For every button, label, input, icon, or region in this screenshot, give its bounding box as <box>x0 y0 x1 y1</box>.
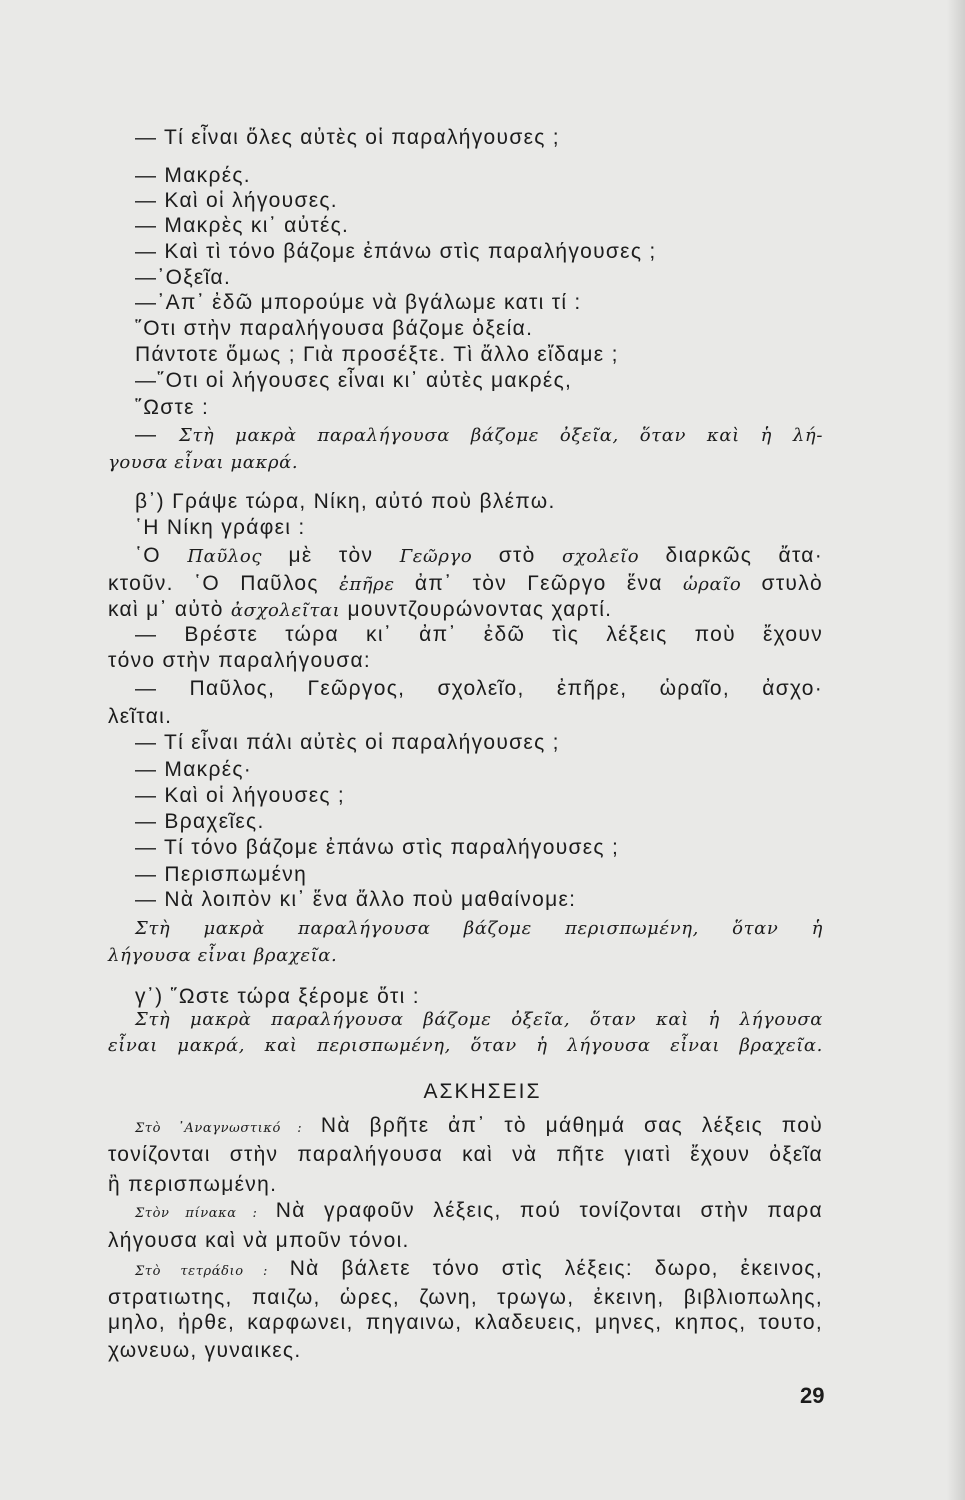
text-line <box>135 515 306 541</box>
text-line <box>135 1256 823 1285</box>
text-segment: — Τί τόνο βάζομε ἐπάνω στὶς παραλήγουσες ; <box>135 836 620 859</box>
text-segment: — Βραχεῖες. <box>135 810 265 833</box>
page-number: 29 <box>800 1383 825 1408</box>
text-segment: — Νὰ λοιπὸν κι᾽ ἕνα ἄλλο ποὺ μαθαίνομε: <box>135 888 577 911</box>
text-line <box>108 449 298 476</box>
text-segment: — Τί εἶναι ὅλες αὐτὲς οἱ παραλήγουσες ; <box>135 126 560 149</box>
text-line <box>135 368 572 394</box>
text-segment: διαρκῶς ἄτα· <box>639 544 823 567</box>
text-line <box>135 1113 823 1142</box>
text-segment: ῞Ωστε : <box>135 396 210 419</box>
text-line <box>108 1172 277 1198</box>
text-segment: — Καὶ οἱ λήγουσες. <box>135 189 338 212</box>
italic-text: Στὴ μακρὰ παραλήγουσα βάζομε περισπωμένη, ὅταν ἡ <box>135 918 823 939</box>
text-segment: στυλὸ <box>741 572 823 595</box>
text-segment: ῾Η Νίκη γράφει : <box>135 516 306 539</box>
text-line <box>135 489 556 515</box>
italic-text: Στὸν πίνακα : <box>135 1206 258 1221</box>
text-segment: — Μακρὲς κι᾽ αὐτές. <box>135 214 350 237</box>
page-edge-shadow <box>947 0 965 1500</box>
text-line <box>135 809 265 835</box>
text-line <box>108 1228 410 1254</box>
text-line <box>135 1198 823 1227</box>
text-segment: —᾿Οξεῖα. <box>135 266 232 289</box>
text-line <box>135 395 209 421</box>
text-segment: ῞Οτι στὴν παραλήγουσα βάζομε ὀξεία. <box>135 317 534 340</box>
text-segment: μουντζουρώνοντας χαρτί. <box>340 598 613 621</box>
text-segment: — Παῦλος, Γεῶργος, σχολεῖο, ἐπῆρε, ὡραῖο, ἀσχο· <box>135 677 823 700</box>
text-line <box>135 342 619 368</box>
text-segment: β᾽) Γράψε τώρα, Νίκη, αὐτό ποὺ βλέπω. <box>135 490 556 513</box>
text-line <box>108 1285 823 1311</box>
text-segment: —῞Οτι οἱ λήγουσες εἶναι κι᾽ αὐτὲς μακρές, <box>135 369 573 392</box>
text-line <box>108 597 612 624</box>
text-segment: Πάντοτε ὅμως ; Γιὰ προσέξτε. Τὶ ἄλλο εἴδαμε ; <box>135 343 619 366</box>
italic-text: Στὸ ᾿Αναγνωστικό : <box>135 1121 303 1136</box>
text-line <box>135 188 338 214</box>
text-line <box>108 942 337 969</box>
text-segment: καὶ μ᾽ αὐτὸ <box>108 598 231 621</box>
text-line <box>108 1310 823 1336</box>
text-line <box>135 676 823 702</box>
text-segment: — Μακρές. <box>135 164 251 187</box>
text-line <box>135 265 231 291</box>
text-line <box>135 316 533 342</box>
text-line <box>135 290 582 316</box>
text-segment: στὸ <box>472 544 562 567</box>
text-line <box>108 648 371 674</box>
text-line <box>108 1032 823 1059</box>
text-line <box>135 213 349 239</box>
italic-text: εἶναι μακρά, καὶ περισπωμένη, ὅταν ἡ λήγουσα εἶναι βραχεῖα. <box>108 1035 823 1056</box>
text-segment: μὲ τὸν <box>262 544 400 567</box>
text-line <box>135 887 576 913</box>
text-segment: — Μακρές· <box>135 758 253 781</box>
text-segment: στρατιωτης, παιζω, ὡρες, ζωνη, τρωγω, ἐκεινη, βιβλιοπωλης, <box>108 1286 823 1309</box>
italic-text: Παῦλος <box>187 546 263 567</box>
text-line <box>135 862 307 888</box>
italic-text: ἀσχολεῖται <box>230 600 341 621</box>
italic-text: Γεῶργο <box>399 546 473 567</box>
text-line <box>108 1142 823 1168</box>
text-segment: τονίζονται στὴν παραλήγουσα καὶ νὰ πῆτε γιατὶ ἔχουν ὀξεῖα <box>108 1143 823 1166</box>
text-segment: χωνευω, γυναικες. <box>108 1339 302 1362</box>
text-segment: κτοῦν. ῾Ο Παῦλος <box>108 572 340 595</box>
text-segment: — Καὶ οἱ λήγουσες ; <box>135 784 346 807</box>
text-segment: — Βρέστε τώρα κι᾽ ἀπ᾽ ἐδῶ τὶς λέξεις ποὺ ἔχουν <box>135 623 823 646</box>
text-line <box>135 622 823 648</box>
text-segment: γ᾽) ῞Ωστε τώρα ξέρομε ὅτι : <box>135 985 420 1008</box>
text-segment: — Καὶ τὶ τόνο βάζομε ἐπάνω στὶς παραλήγουσες ; <box>135 240 657 263</box>
text-line <box>135 163 251 189</box>
text-line <box>135 783 345 809</box>
text-segment: Νὰ γραφοῦν λέξεις, πού τονίζονται στὴν παρα <box>257 1199 823 1222</box>
text-line <box>135 543 823 570</box>
italic-text: Στὸ τετράδιο : <box>135 1264 268 1279</box>
text-segment: ἀπ᾽ τὸν Γεῶργο ἕνα <box>394 572 683 595</box>
text-segment: — Τί εἶναι πάλι αὐτὲς οἱ παραλήγουσες ; <box>135 731 560 754</box>
text-line <box>135 915 823 942</box>
italic-text: ὡραῖο <box>682 574 742 595</box>
text-segment: —᾿Απ᾽ ἐδῶ μπορούμε νὰ βγάλωμε κατι τί : <box>135 291 582 314</box>
exercises-heading: ΑΣΚΗΣΕΙΣ <box>423 1080 542 1103</box>
italic-text: γουσα εἶναι μακρά. <box>108 452 299 473</box>
text-segment: ἢ περισπωμένη. <box>108 1173 278 1196</box>
text-line <box>108 571 823 598</box>
italic-text: Στὴ μακρὰ παραλήγουσα βάζομε ὀξεῖα, ὅταν καὶ ἡ λήγουσα <box>135 1009 823 1030</box>
text-segment: λεῖται. <box>108 705 173 728</box>
text-segment: Νὰ βρῆτε ἀπ᾽ τὸ μάθημά σας λέξεις ποὺ <box>302 1114 824 1137</box>
text-line <box>135 1006 823 1033</box>
text-segment: Νὰ βάλετε τόνο στὶς λέξεις: δωρο, ἐκεινος, <box>267 1257 823 1280</box>
text-line <box>108 1338 301 1364</box>
text-line <box>135 239 657 265</box>
text-segment: ῾Ο <box>135 544 188 567</box>
text-line <box>135 422 823 449</box>
text-line <box>135 757 252 783</box>
text-segment: τόνο στὴν παραλήγουσα: <box>108 649 372 672</box>
italic-text: Στὴ μακρὰ παραλήγουσα βάζομε ὀξεῖα, ὅταν καὶ ἡ λή- <box>179 425 823 446</box>
text-line <box>135 125 560 151</box>
text-segment: — <box>135 423 180 446</box>
italic-text: ἐπῆρε <box>339 574 395 595</box>
text-segment: μηλο, ἠρθε, καρφωνει, πηγαινω, κλαδευεις, μηνες, κηπος, τουτο, <box>108 1311 823 1334</box>
italic-text: λήγουσα εἶναι βραχεῖα. <box>108 945 338 966</box>
text-line <box>135 730 560 756</box>
text-segment: — Περισπωμένη <box>135 863 308 886</box>
italic-text: σχολεῖο <box>561 546 640 567</box>
text-line <box>108 704 172 730</box>
text-segment: λήγουσα καὶ νὰ μποῦν τόνοι. <box>108 1229 410 1252</box>
text-line <box>135 835 619 861</box>
